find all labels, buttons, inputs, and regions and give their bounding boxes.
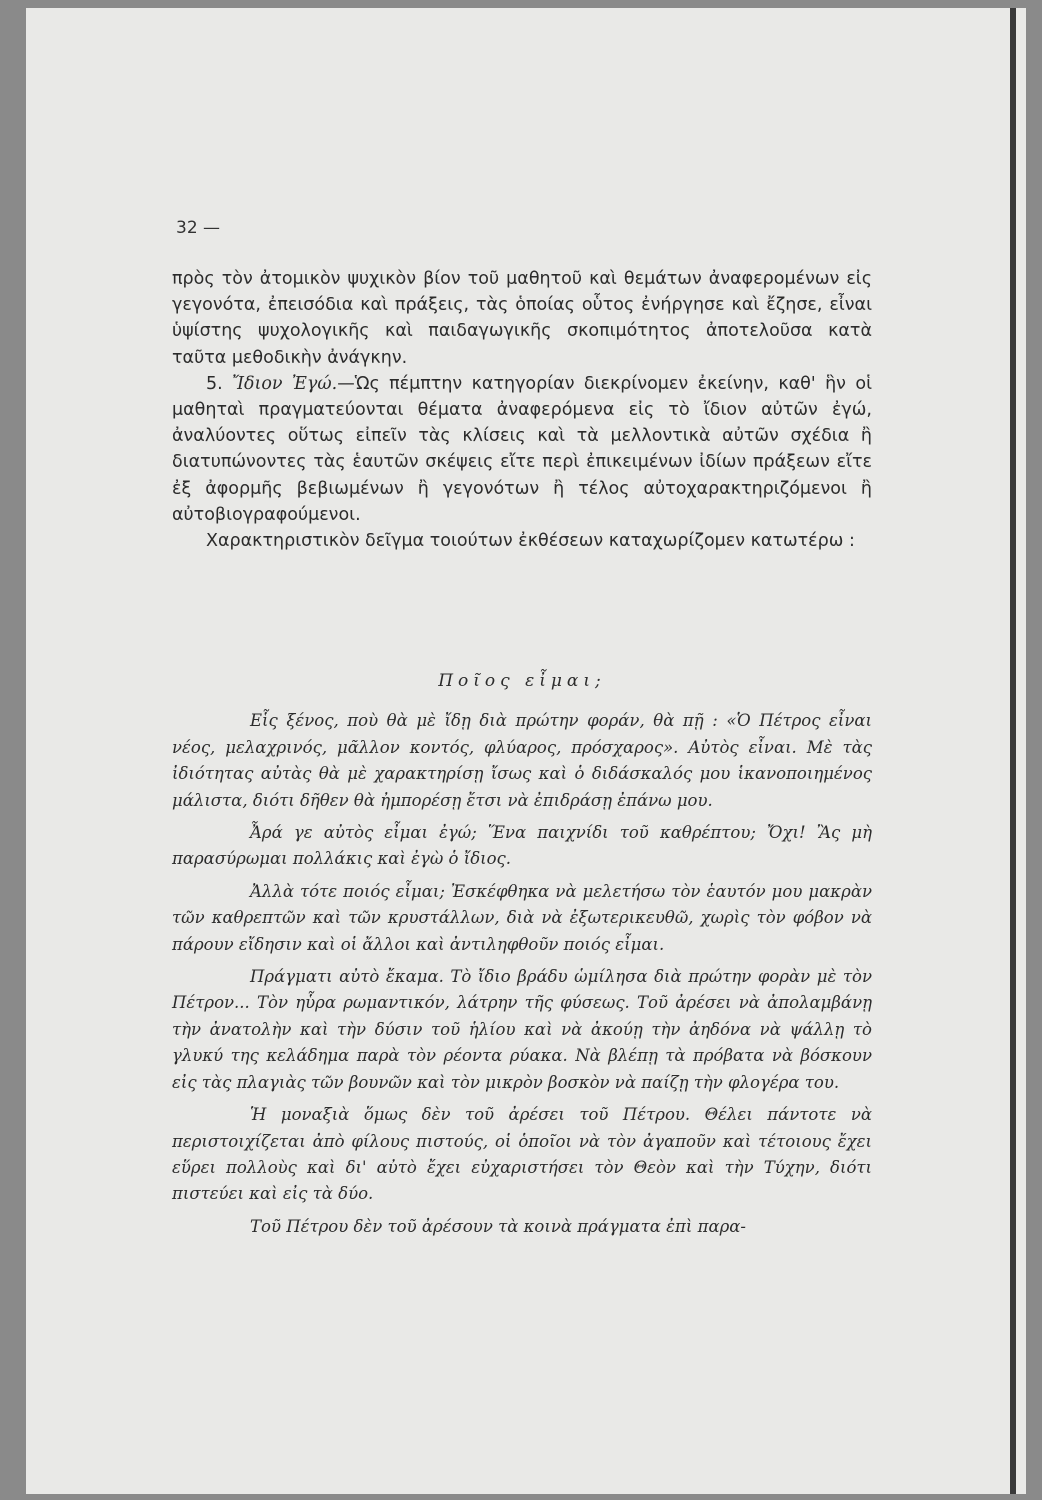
essay-title: Ποῖος εἶμαι; [438, 671, 606, 691]
scan-edge-shadow [1010, 8, 1016, 1494]
section-body: —Ὡς πέμπτην κατηγορίαν διεκρίνομεν ἐκείνην, καθ' ἣν οἱ μαθηταὶ πραγματεύονται θέματα ἀναφερόμενα εἰς τὸ ἴδιον αὐτῶν ἐγώ, ἀναλύοντες οὕτως εἰπεῖν τὰς κλίσεις καὶ τὰ μελλοντικὰ αὐτῶν σχέδια ἢ διατυπώνοντες τὰς ἑαυτῶν σκέψεις εἴτε περὶ ἐπικειμένων ἰδίων πράξεων εἴτε ἐξ ἀφορμῆς βεβιωμένων ἢ γεγονότων ἢ τέλος αὐτοχαρακτηριζόμενοι ἢ αὐτοβιογραφούμενοι. [172, 373, 872, 525]
essay-paragraph: Πράγματι αὐτὸ ἔκαμα. Τὸ ἴδιο βράδυ ὡμίλησα διὰ πρώτην φορὰν μὲ τὸν Πέτρον... Τὸν ηὗρα ρωμαντικόν, λάτρην τῆς φύσεως. Τοῦ ἀρέσει νὰ ἀπολαμβάνῃ τὴν ἀνατολὴν καὶ τὴν δύσιν τοῦ ἡλίου καὶ νὰ ἀκούῃ τὴν ἀηδόνα νὰ ψάλλῃ τὸ γλυκύ της κελάδημα παρὰ τὸν ρέοντα ρύακα. Νὰ βλέπῃ τὰ πρόβατα νὰ βόσκουν εἰς τὰς πλαγιὰς τῶν βουνῶν καὶ τὸν μικρὸν βοσκὸν νὰ παίζῃ τὴν φλογέρα του. [172, 967, 872, 1092]
essay-block [172, 668, 872, 1246]
essay-paragraph: Ἡ μοναξιὰ ὅμως δὲν τοῦ ἀρέσει τοῦ Πέτρου. Θέλει πάντοτε νὰ περιστοιχίζεται ἀπὸ φίλους πιστούς, οἱ ὁποῖοι νὰ τὸν ἀγαποῦν καὶ τέτοιους ἔχει εὕρει πολλοὺς καὶ δι' αὐτὸ ἔχει εὐχαριστήσει τὸν Θεὸν καὶ τὴν Τύχην, διότι πιστεύει καὶ εἰς τὰ δύο. [172, 1105, 872, 1204]
essay-paragraph: Ἀλλὰ τότε ποιός εἶμαι; Ἐσκέφθηκα νὰ μελετήσω τὸν ἑαυτόν μου μακρὰν τῶν καθρεπτῶν καὶ τῶν κρυστάλλων, διὰ νὰ ἐξωτερικευθῶ, χωρὶς τὸν φόβον νὰ πάρουν εἴδησιν καὶ οἱ ἄλλοι καὶ ἀντιληφθοῦν ποιός εἶμαι. [172, 881, 872, 954]
paragraph-1: πρὸς τὸν ἀτομικὸν ψυχικὸν βίον τοῦ μαθητοῦ καὶ θεμάτων ἀναφερομένων εἰς γεγονότα, ἐπεισόδια καὶ πράξεις, τὰς ὁποίας οὗτος ἐνήργησε καὶ ἔζησε, εἶναι ὑψίστης ψυχολογικῆς καὶ παιδαγωγικῆς σκοπιμότητος ἀποτελοῦσα κατὰ ταῦτα μεθοδικὴν ἀνάγκην. [172, 269, 872, 368]
essay-paragraph: Εἷς ξένος, ποὺ θὰ μὲ ἴδῃ διὰ πρώτην φοράν, θὰ πῇ : «Ὁ Πέτρος εἶναι νέος, μελαχρινός, μᾶλλον κοντός, φλύαρος, πρόσχαρος». Αὐτὸς εἶναι. Μὲ τὰς ἰδιότητας αὐτὰς θὰ μὲ χαρακτηρίσῃ ἴσως καὶ ὁ διδάσκαλός μου ἱκανοποιημένος μάλιστα, διότι δῆθεν θὰ ἠμπορέσῃ ἔτσι νὰ ἐπιδράσῃ ἐπάνω μου. [172, 711, 872, 810]
paragraph-2 [172, 371, 872, 528]
essay-paragraph: Ἆρά γε αὐτὸς εἶμαι ἐγώ; Ἕνα παιχνίδι τοῦ καθρέπτου; Ὄχι! Ἂς μὴ παρασύρωμαι πολλάκις καὶ ἐγὼ ὁ ἴδιος. [172, 823, 872, 869]
section-heading: Ἴδιον Ἐγώ. [232, 373, 338, 394]
paragraph-3: Χαρακτηριστικὸν δεῖγμα τοιούτων ἐκθέσεων καταχωρίζομεν κατωτέρω : [206, 531, 855, 552]
page-number: 32 — [176, 218, 221, 238]
essay-paragraph: Τοῦ Πέτρου δὲν τοῦ ἀρέσουν τὰ κοινὰ πράγματα ἐπὶ παρα- [250, 1216, 746, 1236]
section-number: 5. [206, 373, 223, 394]
body-text [172, 266, 872, 554]
book-page [26, 8, 1026, 1494]
